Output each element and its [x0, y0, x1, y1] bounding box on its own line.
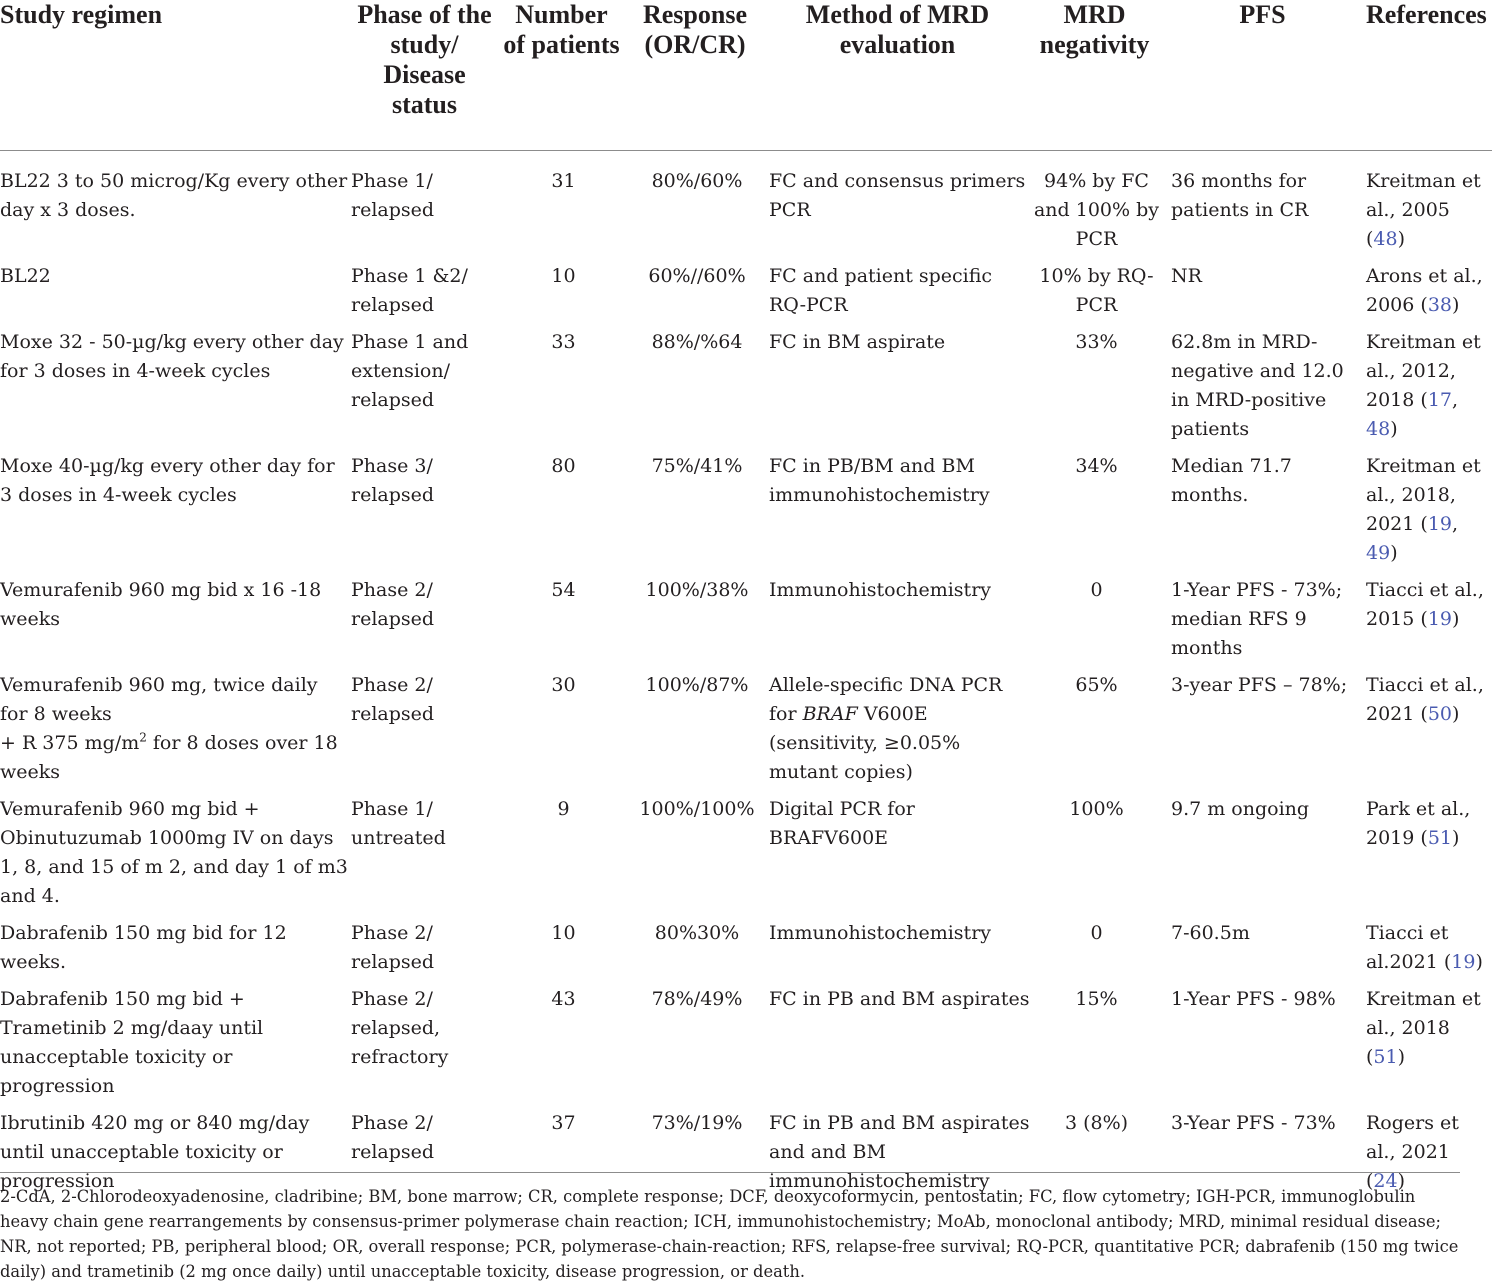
reference-close: ) [1397, 1046, 1406, 1068]
regimen-text: + R 375 mg/m [0, 732, 140, 754]
cell-mrd-method [769, 671, 1030, 795]
cell-phase: Phase 2/ relapsed [351, 1112, 435, 1163]
cell-reference [1366, 328, 1492, 452]
cell-reference [1366, 151, 1492, 263]
header-study-regimen: Study regimen [0, 0, 163, 29]
cell-patients: 43 [551, 988, 576, 1010]
header-phase: Phase of the study/ Disease status [357, 0, 492, 119]
cell-reference [1366, 262, 1492, 328]
table-row [0, 151, 1492, 263]
cell-mrd-method: FC in PB and BM aspirates and and BM immunohistochemistry [769, 1112, 1030, 1192]
cell-pfs: 3-Year PFS - 73% [1171, 1112, 1336, 1134]
method-text: Allele-specific DNA PCR for [769, 674, 1003, 725]
cell-response: 88%/%64 [651, 331, 743, 353]
cell-pfs: 1-Year PFS - 73%; median RFS 9 months [1171, 579, 1343, 659]
cell-mrd-method: Immunohistochemistry [769, 922, 992, 944]
cell-mrd-method: FC in BM aspirate [769, 331, 946, 353]
reference-link[interactable]: 49 [1366, 542, 1391, 564]
cell-mrd-method: FC in PB/BM and BM immunohistochemistry [769, 455, 990, 506]
cell-mrd-method: Immunohistochemistry [769, 579, 992, 601]
cell-phase: Phase 1 &2/ relapsed [351, 265, 468, 316]
cell-pfs: 9.7 m ongoing [1171, 798, 1310, 820]
reference-link[interactable]: 17 [1427, 389, 1452, 411]
cell-phase: Phase 2/ relapsed [351, 922, 435, 973]
reference-text: Rogers et al., 2021 ( [1366, 1112, 1459, 1192]
cell-patients: 33 [551, 331, 576, 353]
cell-phase: Phase 1 and extension/ relapsed [351, 331, 469, 411]
superscript: 2 [139, 730, 147, 745]
table-row [0, 985, 1492, 1109]
cell-response: 100%/87% [645, 674, 749, 696]
cell-pfs: 36 months for patients in CR [1171, 170, 1309, 221]
reference-text: Kreitman et al., 2012, 2018 ( [1366, 331, 1481, 411]
cell-reference [1366, 452, 1492, 576]
cell-response: 100%/38% [645, 579, 749, 601]
header-mrd-method: Method of MRD evaluation [805, 0, 990, 59]
cell-patients: 37 [551, 1112, 576, 1134]
reference-text: Kreitman et al., 2018 ( [1366, 988, 1481, 1068]
gene-name: BRAF [802, 703, 858, 725]
header-pfs: PFS [1239, 0, 1286, 29]
cell-phase: Phase 2/ relapsed [351, 579, 435, 630]
reference-close: ) [1452, 294, 1460, 316]
reference-close: ) [1475, 951, 1483, 973]
table-row [0, 262, 1492, 328]
cell-mrd-negativity: 65% [1075, 674, 1118, 696]
reference-close: ) [1452, 703, 1460, 725]
reference-link[interactable]: 50 [1427, 703, 1452, 725]
cell-mrd-negativity: 33% [1075, 331, 1118, 353]
reference-link[interactable]: 24 [1373, 1170, 1398, 1192]
cell-reference [1366, 671, 1492, 795]
cell-mrd-negativity: 10% by RQ-PCR [1039, 265, 1154, 316]
reference-link[interactable]: 19 [1451, 951, 1476, 973]
cell-mrd-method: FC in PB and BM aspirates [769, 988, 1030, 1010]
cell-reference [1366, 985, 1492, 1109]
cell-mrd-negativity: 100% [1069, 798, 1124, 820]
header-row [0, 0, 1492, 151]
cell-pfs: 1-Year PFS - 98% [1171, 988, 1336, 1010]
reference-link[interactable]: 51 [1427, 827, 1452, 849]
reference-close: ) [1390, 418, 1398, 440]
cell-patients: 30 [551, 674, 576, 696]
table-bottom-rule [0, 1172, 1460, 1173]
cell-mrd-negativity: 34% [1075, 455, 1118, 477]
table-row [0, 671, 1492, 795]
reference-text: Tiacci et al., 2015 ( [1366, 579, 1484, 630]
cell-patients: 10 [551, 922, 576, 944]
cell-regimen [0, 671, 351, 795]
cell-regimen: Moxe 40-µg/kg every other day for 3 doses in 4-week cycles [0, 455, 335, 506]
cell-regimen: Vemurafenib 960 mg bid + Obinutuzumab 1000mg IV on days 1, 8, and 15 of m 2, and day 1 of m3 and 4. [0, 798, 348, 907]
reference-text: Arons et al., 2006 ( [1366, 265, 1483, 316]
cell-regimen: Vemurafenib 960 mg bid x 16 -18 weeks [0, 579, 322, 630]
header-response: Response (OR/CR) [642, 0, 747, 59]
cell-response: 100%/100% [639, 798, 755, 820]
cell-mrd-negativity: 15% [1075, 988, 1118, 1010]
cell-reference [1366, 795, 1492, 919]
table-footnote: 2-CdA, 2-Chlorodeoxyadenosine, cladribine; BM, bone marrow; CR, complete response; DCF, deoxycoformycin, pentostatin; FC, flow cytometry; IGH-PCR, immunoglobulin heavy chain gene rearrangements by consensus-primer polymerase chain reaction; ICH, immunohistochemistry; MoAb, monoclonal antibody; MRD, minimal residual disease; NR, not reported; PB, peripheral blood; OR, overall response; PCR, polymerase-chain-reaction; RFS, relapse-free survival; RQ-PCR, quantitative PCR; dabrafenib (150 mg twice daily) and trametinib (2 mg once daily) until unacceptable toxicity, disease progression, or death. [0, 1187, 1459, 1281]
table-body [0, 151, 1492, 1205]
regimen-text: Vemurafenib 960 mg, twice daily for 8 weeks [0, 674, 318, 725]
cell-mrd-negativity: 3 (8%) [1064, 1112, 1129, 1134]
reference-separator: , [1452, 513, 1459, 535]
reference-text: Park et al., 2019 ( [1366, 798, 1471, 849]
cell-regimen: BL22 3 to 50 microg/Kg every other day x 3 doses. [0, 170, 348, 221]
reference-link[interactable]: 19 [1427, 608, 1452, 630]
cell-response: 80%/60% [651, 170, 743, 192]
cell-response: 78%/49% [651, 988, 743, 1010]
reference-separator: , [1452, 389, 1459, 411]
table-header [0, 0, 1492, 151]
reference-close: ) [1452, 827, 1460, 849]
reference-close: ) [1397, 1170, 1406, 1192]
reference-link[interactable]: 19 [1427, 513, 1452, 535]
cell-mrd-method: FC and consensus primers PCR [769, 170, 1026, 221]
reference-close: ) [1452, 608, 1460, 630]
cell-regimen: Ibrutinib 420 mg or 840 mg/day until unacceptable toxicity or progression [0, 1112, 310, 1192]
reference-text: Kreitman et al., 2018, 2021 ( [1366, 455, 1481, 535]
cell-regimen: Moxe 32 - 50-µg/kg every other day for 3 doses in 4-week cycles [0, 331, 344, 382]
cell-patients: 9 [557, 798, 570, 820]
regimen-text: for 8 doses over 18 weeks [0, 732, 338, 783]
reference-close: ) [1397, 228, 1406, 250]
reference-text: Tiacci et al., 2021 ( [1366, 674, 1484, 725]
cell-patients: 80 [551, 455, 576, 477]
cell-phase: Phase 1/ relapsed [351, 170, 435, 221]
cell-mrd-negativity: 0 [1090, 579, 1103, 601]
reference-text: Tiacci et al.2021 ( [1366, 922, 1452, 973]
reference-link[interactable]: 48 [1366, 418, 1391, 440]
cell-regimen: Dabrafenib 150 mg bid + Trametinib 2 mg/daay until unacceptable toxicity or progression [0, 988, 264, 1097]
reference-link[interactable]: 51 [1373, 1046, 1398, 1068]
reference-text: Kreitman et al., 2005 ( [1366, 170, 1481, 250]
cell-pfs: 7-60.5m [1171, 922, 1250, 944]
cell-patients: 10 [551, 265, 576, 287]
cell-patients: 31 [551, 170, 576, 192]
table-row [0, 919, 1492, 985]
header-mrd-negativity: MRD negativity [1039, 0, 1150, 59]
cell-patients: 54 [551, 579, 576, 601]
cell-reference [1366, 919, 1492, 985]
table-row [0, 328, 1492, 452]
header-number-of-patients: Number of patients [503, 0, 620, 59]
cell-regimen: Dabrafenib 150 mg bid for 12 weeks. [0, 922, 287, 973]
cell-response: 80%30% [654, 922, 740, 944]
table-row [0, 452, 1492, 576]
cell-pfs: 3-year PFS – 78%; [1171, 674, 1348, 696]
cell-reference [1366, 576, 1492, 671]
cell-mrd-negativity: 0 [1090, 922, 1103, 944]
cell-pfs: 62.8m in MRD-negative and 12.0 in MRD-positive patients [1171, 331, 1344, 440]
cell-regimen: BL22 [0, 265, 51, 287]
method-text: V600E (sensitivity, ≥0.05% mutant copies) [769, 703, 961, 783]
cell-mrd-method: Digital PCR for BRAFV600E [769, 798, 915, 849]
cell-pfs: NR [1171, 265, 1202, 287]
reference-link[interactable]: 38 [1427, 294, 1452, 316]
cell-phase: Phase 2/ relapsed [351, 674, 435, 725]
table-row [0, 576, 1492, 671]
reference-close: ) [1390, 542, 1398, 564]
cell-pfs: Median 71.7 months. [1171, 455, 1292, 506]
table-row [0, 795, 1492, 919]
cell-response: 60%//60% [648, 265, 746, 287]
reference-link[interactable]: 48 [1373, 228, 1398, 250]
cell-mrd-method: FC and patient specific RQ-PCR [769, 265, 993, 316]
cell-response: 73%/19% [651, 1112, 743, 1134]
cell-response: 75%/41% [651, 455, 743, 477]
header-references: References [1366, 0, 1487, 29]
cell-phase: Phase 1/ untreated [351, 798, 446, 849]
cell-phase: Phase 2/ relapsed, refractory [351, 988, 449, 1068]
cell-phase: Phase 3/ relapsed [351, 455, 435, 506]
cell-mrd-negativity: 94% by FC and 100% by PCR [1033, 170, 1160, 250]
